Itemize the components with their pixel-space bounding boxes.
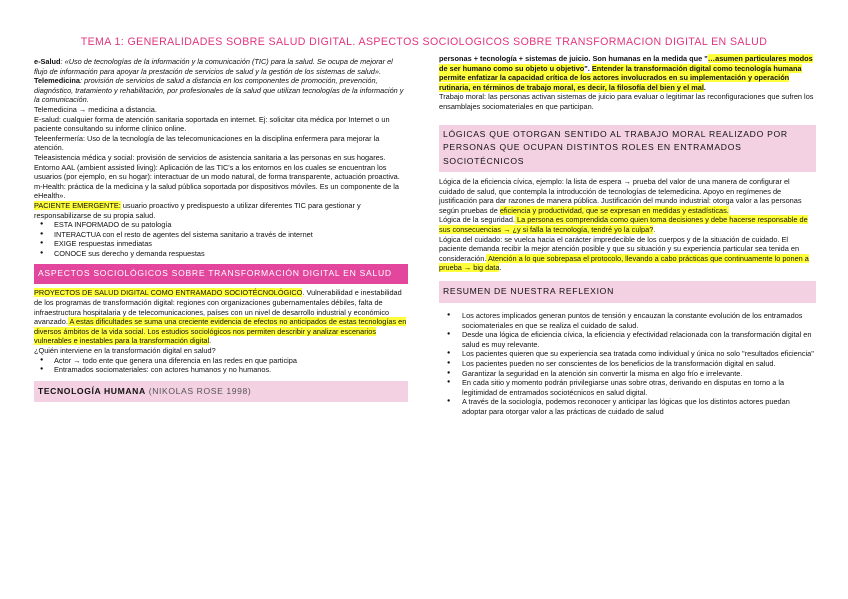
aspectos-heading: ASPECTOS SOCIOLÓGICOS SOBRE TRANSFORMACIÓN DIGITAL EN SALUD: [34, 264, 408, 284]
paciente-list: [34, 220, 408, 258]
list-item: ● Entramados sociomateriales: con actores humanos y no humanos.: [34, 365, 408, 375]
question-line: ¿Quién interviene en la transformación digital en salud?: [34, 346, 216, 356]
tecnologia-humana-heading: [34, 381, 408, 402]
proyectos-paragraph: [34, 288, 408, 346]
esalud-text: : «Uso de tecnologías de la información y la comunicación (TIC) para la salud. Se ocupa de mejorar el flujo de información para apoyar la prestación de servicios de salud y la gestión de los sistemas de salud».: [34, 57, 393, 76]
tecnologia-author: (NIKOLAS ROSE 1998): [145, 385, 252, 396]
teleenfermeria-line: Teleenfermería: Uso de la tecnología de las telecomunicaciones en la disciplina enfermera para mejorar la atención.: [34, 133, 380, 153]
resumen-list: [439, 311, 816, 417]
cuidado-text: Lógica del cuidado: se vuelca hacia el carácter impredecible de los cuerpos y de la situación de cuidado. El paciente demanda recibir la mejor atención posible y que su situación y su experiencia particular sea tenida en consideración.: [439, 234, 800, 263]
seguridad-highlight: La persona es comprendida como quien toma decisiones y debe hacerse responsable de sus consecuencias → ¿y si falla la tecnología, tendré yo la culpa?: [439, 215, 808, 235]
logicas-heading: LÓGICAS QUE OTORGAN SENTIDO AL TRABAJO MORAL REALIZADO POR PERSONAS QUE OCUPAN DISTINTOS ROLES EN ENTRAMADOS SOCIOTÉCNICOS: [439, 125, 816, 173]
list-item: ● Garantizar la seguridad en la atención sin convertir la misma en algo frío e irrelevante.: [439, 369, 816, 379]
entorno-aal-line: Entorno AAL (ambient assisted living): Aplicación de las TIC's a los entornos en los cuales se encuentran los usuarios (por ejemplo, en su hogar): interactuar de un modo natural, de forma transparente, actuación proactiva.: [34, 162, 400, 182]
cuidado-highlight: Atención a lo que sobrepasa el protocolo, llevando a cabo prácticas que continuamente lo ponen a prueba → big data: [439, 253, 809, 273]
seguridad-end: .: [653, 225, 656, 235]
telemedicina-line: Telemedicina → medicina a distancia.: [34, 104, 157, 114]
eficiencia-highlight: eficiencia y productividad, que se expresan en medidas y estadísticas.: [499, 205, 729, 215]
cuidado-end: .: [499, 263, 502, 273]
telemedicina-label: Telemedicina: [34, 76, 80, 86]
list-item: ● Los pacientes quieren que su experiencia sea tratada como individual y única no solo "resultados eficiencia": [439, 349, 816, 359]
eficiencia-paragraph: [439, 177, 816, 215]
right-column: [439, 54, 816, 417]
proyectos-text: . Vulnerabilidad e inestabilidad de los programas de transformación digital: regiones con organizaciones gubernamentales débiles, falta de infraestructura hospitalaria y de telecomunicaciones, países con un nivel de desarrollo industrial y económico avanzado.: [34, 288, 402, 327]
list-item: ● INTERACTUA con el resto de agentes del sistema sanitario a través de internet: [34, 230, 408, 240]
list-item: ● Desde una lógica de eficiencia cívica, la eficiencia y efectividad relacionada con la transformación digital en salud es muy relevante.: [439, 330, 816, 349]
tecnologia-humana-paragraph: [439, 54, 816, 92]
intro-mid: ".: [584, 63, 592, 73]
resumen-heading: RESUMEN DE NUESTRA REFLEXION: [439, 281, 816, 303]
telemedicina-definition: [34, 76, 408, 105]
tecnologia-heading-text: TECNOLOGÍA HUMANA: [38, 385, 146, 396]
teleasistencia-line: Teleasistencia médica y social: provisión de servicios de asistencia sanitaria a las personas en sus hogares.: [34, 152, 386, 162]
list-item: ● A través de la sociología, podemos reconocer y anticipar las lógicas que los distintos actores puedan adoptar para otorgar valor a las prácticas de cuidado de salud: [439, 397, 816, 416]
paciente-emergente: [34, 201, 408, 220]
list-item: ● CONOCE sus derecho y demanda respuestas: [34, 249, 408, 259]
cuidado-paragraph: [439, 235, 816, 273]
intro-highlight: …asumen particulares modos de ser humano como su objeto u objetivo: [439, 54, 813, 73]
esalud-line: E-salud: cualquier forma de atención sanitaria soportada en internet. Ej: solicitar cita médica por Internet o un paciente consultando su informe clínico online.: [34, 114, 390, 134]
list-item: ● Los pacientes pueden no ser conscientes de los beneficios de la transformación digital en salud.: [439, 359, 816, 369]
paciente-text: usuario proactivo y predispuesto a utilizar diferentes TIC para gestionar y responsabilizarse de su propia salud.: [34, 200, 361, 220]
list-item: ● Los actores implicados generan puntos de tensión y encauzan la constante evolución de los entramados sociomateriales en que se realiza el cuidado de salud.: [439, 311, 816, 330]
trabajo-moral-line: Trabajo moral: las personas activan sistemas de juicio para evaluar o legitimar las reconfiguraciones que sufren los ensamblajes sociomateriales en que participan.: [439, 92, 814, 111]
seguridad-paragraph: [439, 215, 816, 234]
list-item: ● EXIGE respuestas inmediatas: [34, 239, 408, 249]
intro-text: personas + tecnología + sistemas de juicio. Son humanas en la medida que ": [439, 54, 708, 63]
telemedicina-text: : provisión de servicios de salud a distancia en los componentes de promoción, prevención, diagnóstico, tratamiento y rehabilitación, por profesionales de la salud que utilizan tecnologías de la información y la comunicación.: [34, 76, 404, 105]
proyectos-end: .: [209, 336, 212, 346]
list-item: ● En cada sitio y momento podrán privilegiarse unas sobre otras, derivando en disputas en torno a la legitimidad de entramados sociotécnicos en salud digital.: [439, 378, 816, 397]
seguridad-text: Lógica de la seguridad.: [439, 215, 515, 225]
esalud-definition: [34, 57, 408, 76]
left-column: [34, 57, 408, 402]
list-item: ● Actor → todo ente que genera una diferencia en las redes en que participa: [34, 356, 408, 366]
paciente-label: PACIENTE EMERGENTE:: [34, 200, 121, 210]
intro-end: .: [703, 82, 706, 92]
list-item: ● ESTA INFORMADO de su patología: [34, 220, 408, 230]
proyectos-highlight: PROYECTOS DE SALUD DIGITAL COMO ENTRAMADO SOCIOTÉCNOLÓGICO: [34, 288, 303, 298]
eficiencia-text: Lógica de la eficiencia cívica, ejemplo: la lista de espera → prueba del valor de una manera de configurar el cuidado de salud, que contempla la introducción de tecnologías de telemedicina. Apoyo en regímenes de justificación para dar razones de manera pública. Justificación del mundo industrial: otorga valor a las personas según pruebas de: [439, 177, 802, 215]
actor-list: [34, 356, 408, 375]
proyectos-highlight-2: A estas dificultades se suma una creciente evidencia de efectos no anticipados de estas tecnologías en diversos ámbitos de la vida social. Los estudios sociológicos nos permiten describir y analizar escenarios vulnerables e inestables para la transformación digital: [34, 317, 407, 346]
esalud-label: e-Salud: [34, 57, 61, 66]
intro-highlight-2: Entender la transformación digital como tecnología humana permite enfatizar la capacidad crítica de los actores involucrados en su implementación y operación rutinaria, en términos de trabajo moral, es decir, la filosofía del bien y el mal: [439, 63, 802, 92]
mhealth-line: m-Health: práctica de la medicina y la salud pública soportada por dispositivos móviles. Es un componente de la eHealth».: [34, 181, 399, 201]
page-title: TEMA 1: GENERALIDADES SOBRE SALUD DIGITAL. ASPECTOS SOCIOLOGICOS SOBRE TRANSFORMACION DIGITAL EN SALUD: [80, 36, 768, 48]
